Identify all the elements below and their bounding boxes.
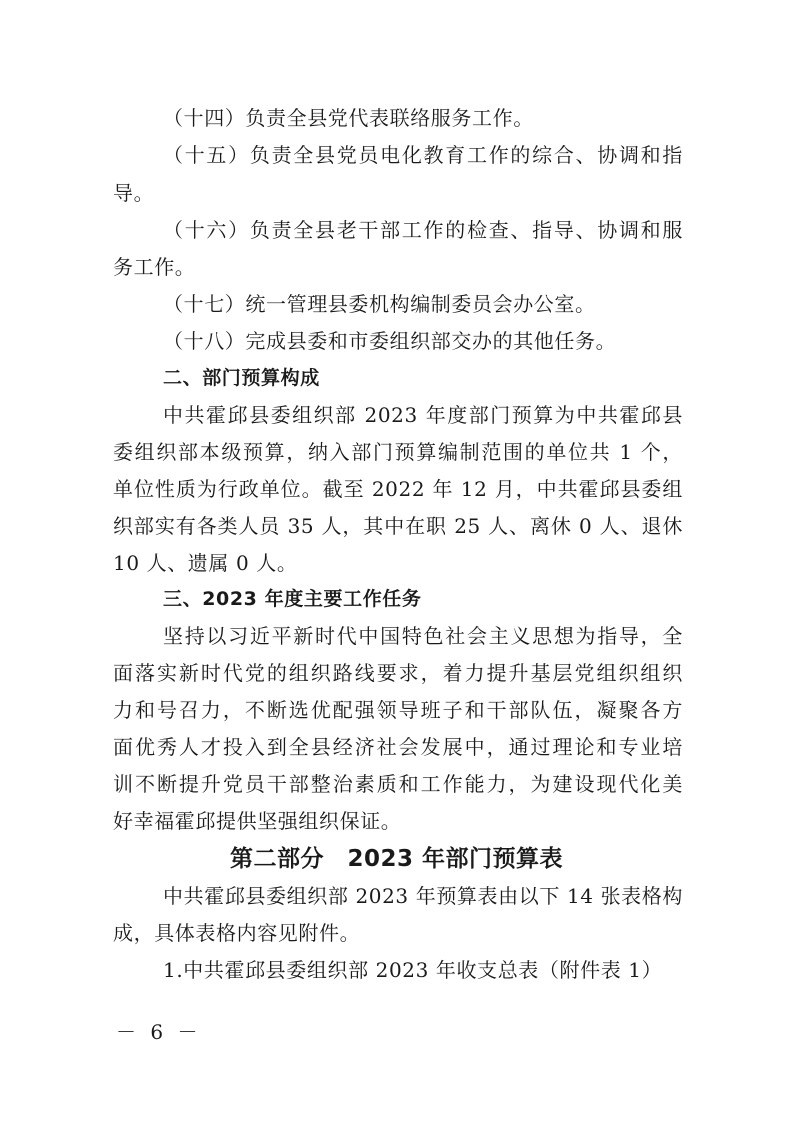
budget-structure-line5: 10 人、遗属 0 人。 bbox=[113, 551, 298, 575]
heading-budget-structure: 二、部门预算构成 bbox=[163, 367, 320, 389]
budget-structure-line2: 委组织部本级预算，纳入部门预算编制范围的单位共 1 个， bbox=[113, 440, 683, 464]
main-tasks-line3: 力和号召力，不断选优配强领导班子和干部队伍，凝聚各方 bbox=[113, 698, 683, 722]
part-two-title: 第二部分 2023 年部门预算表 bbox=[229, 846, 564, 872]
duty-item-17: （十七）统一管理县委机构编制委员会办公室。 bbox=[163, 292, 596, 316]
duty-item-16-line1: （十六）负责全县老干部工作的检查、指导、协调和服 bbox=[163, 218, 683, 242]
main-tasks-line4: 面优秀人才投入到全县经济社会发展中，通过理论和专业培 bbox=[113, 735, 683, 759]
main-tasks-line1: 坚持以习近平新时代中国特色社会主义思想为指导，全 bbox=[163, 624, 683, 648]
duty-item-15-line2: 导。 bbox=[113, 181, 155, 205]
duty-item-14: （十四）负责全县党代表联络服务工作。 bbox=[163, 106, 534, 130]
budget-tables-line1: 中共霍邱县委组织部 2023 年预算表由以下 14 张表格构 bbox=[163, 884, 683, 908]
budget-structure-line3: 单位性质为行政单位。截至 2022 年 12 月，中共霍邱县委组 bbox=[113, 477, 683, 501]
main-tasks-line5: 训不断提升党员干部整治素质和工作能力，为建设现代化美 bbox=[113, 772, 683, 796]
main-tasks-line2: 面落实新时代党的组织路线要求，着力提升基层党组织组织 bbox=[113, 661, 683, 685]
budget-structure-line1: 中共霍邱县委组织部 2023 年度部门预算为中共霍邱县 bbox=[163, 403, 683, 427]
duty-item-16-line2: 务工作。 bbox=[113, 255, 196, 279]
attachment-table-1: 1.中共霍邱县委组织部 2023 年收支总表（附件表 1） bbox=[163, 958, 663, 982]
main-tasks-line6: 好幸福霍邱提供坚强组织保证。 bbox=[113, 809, 402, 833]
budget-structure-line4: 织部实有各类人员 35 人，其中在职 25 人、离休 0 人、退休 bbox=[113, 514, 683, 538]
duty-item-15-line1: （十五）负责全县党员电化教育工作的综合、协调和指 bbox=[163, 143, 683, 167]
heading-main-tasks: 三、2023 年度主要工作任务 bbox=[163, 588, 422, 610]
budget-tables-line2: 成，具体表格内容见附件。 bbox=[113, 921, 361, 945]
page-number: － 6 － bbox=[116, 1020, 202, 1044]
duty-item-18: （十八）完成县委和市委组织部交办的其他任务。 bbox=[163, 329, 617, 353]
